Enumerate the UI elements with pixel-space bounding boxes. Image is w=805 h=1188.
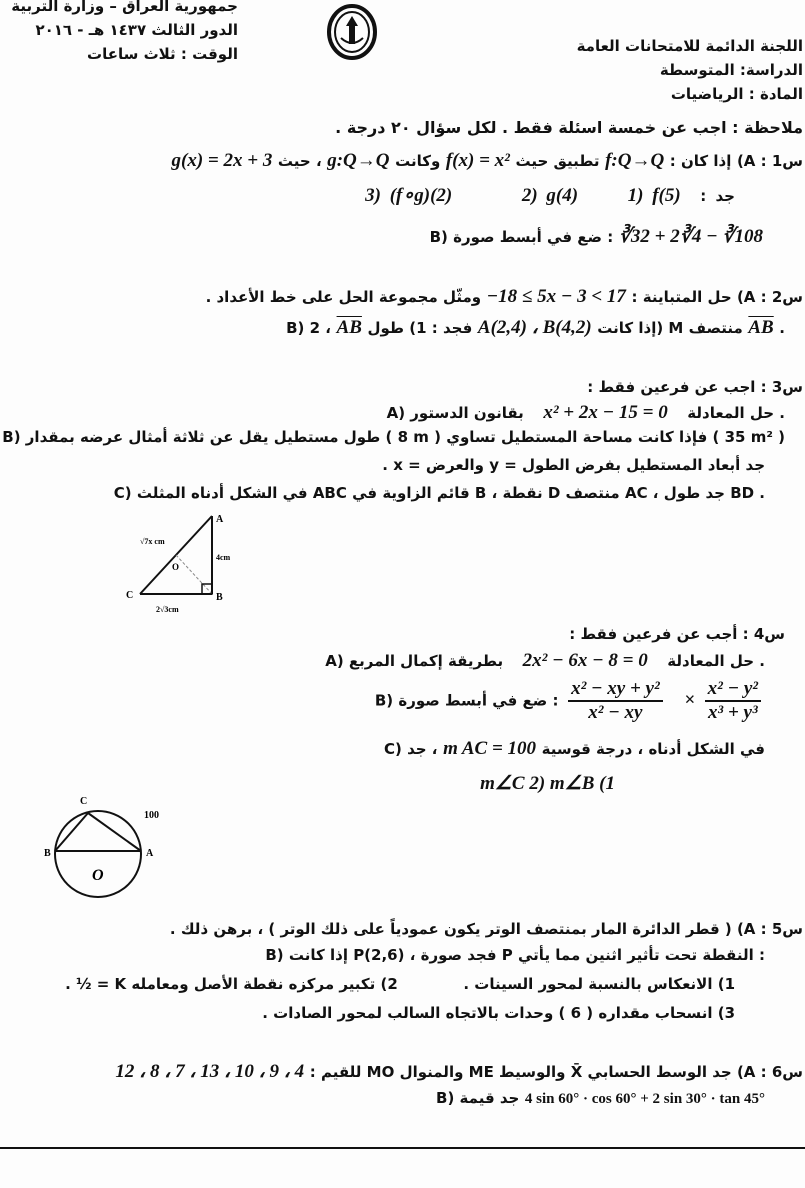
q2-a-line: س2 : A) حل المتباينة : −18 ≤ 5x − 3 < 17 ومثّل مجموعة الحل على خط الأعداد . (205, 286, 803, 307)
q4-header: س4 : أجب عن فرعين فقط : (569, 625, 785, 643)
svg-text:A: A (146, 848, 154, 859)
q1-find-parts: جد : 1) f(5) 2) g(4) 3) (f∘g)(2) (365, 185, 735, 206)
q3-a-line: A) حل المعادلة x² + 2x − 15 = 0 بقانون الدستور . (386, 402, 785, 423)
q1-a-line: س1 : A) إذا كان : f:Q→Q تطبيق حيث f(x) = x² وكانت g:Q→Q ، حيث g(x) = 2x + 3 (171, 150, 803, 171)
q4-c-parts: 1) m∠C 2) m∠B (480, 773, 615, 794)
svg-text:B: B (216, 592, 223, 603)
emblem-icon (327, 4, 377, 60)
fraction-2: $\frac{\text{x² − xy + y²}}{\text{x² − xy}}$ (568, 678, 663, 724)
q5-b3: 3) انسحاب مقداره ( 6 ) وحدات بالاتجاه السالب لمحور الصادات . (262, 1004, 735, 1022)
svg-text:2√3cm: 2√3cm (156, 605, 179, 614)
q2-b-line: B) إذا كانت A(2,4) ، B(4,2) فجد : 1) طول $\overline{AB}$ ، 2) M منتصف $\overline{AB}$ . (286, 317, 785, 338)
svg-text:√7x cm: √7x cm (140, 537, 165, 546)
svg-text:O: O (172, 562, 180, 572)
fraction-1: $\frac{\text{x² − y²}}{\text{x³ + y³}}$ (705, 678, 761, 724)
header-left (8, 0, 238, 66)
header-level: الدراسة: المتوسطة (659, 61, 803, 79)
q4-circle-figure (40, 796, 180, 906)
header-duration: الوقت : ثلاث ساعات (87, 45, 238, 63)
q6-a-line: س6 : A) جد الوسط الحسابي X̄ والوسيط ME والمنوال MO للقيم : 12 ، 8 ، 7 ، 13 ، 10 ، 9 ، 4 (115, 1061, 803, 1082)
header-session: الدور الثالث ١٤٣٧ هـ - ٢٠١٦ (35, 21, 238, 39)
q3-triangle-figure (120, 508, 260, 618)
svg-text:A: A (216, 514, 224, 525)
svg-text:4cm: 4cm (216, 553, 231, 562)
header-right (563, 34, 803, 106)
q1-b-line: B) ضع في أبسط صورة : ∛32 + 2∛4 − ∛108 (429, 226, 763, 247)
header-committee: اللجنة الدائمة للامتحانات العامة (576, 37, 803, 55)
header-subject: المادة : الرياضيات (670, 85, 803, 103)
svg-text:C: C (80, 796, 88, 807)
bottom-rule (0, 1147, 805, 1149)
q4-c-line: C) في الشكل أدناه ، درجة قوسية m AC = 100 ، جد (383, 738, 765, 759)
header-country: جمهورية العراق – وزارة التربية (11, 0, 238, 15)
svg-text:O: O (92, 867, 104, 884)
q5-b-line: B) إذا كانت P(2,6) ، فجد صورة P النقطة تحت تأثير اثنين مما يأتي : (265, 946, 765, 964)
svg-text:100: 100 (144, 810, 159, 821)
q6-b-line: B) جد قيمة 4 sin 60° · cos 60° + 2 sin 30° · tan 45° (436, 1089, 765, 1107)
q5-b-options-row: 1) الانعكاس بالنسبة لمحور السينات . 2) تكبير مركزه نقطة الأصل ومعامله K = ½ . (65, 975, 735, 993)
q5-a-line: س5 : A) ( قطر الدائرة المار بمنتصف الوتر يكون عمودياً على ذلك الوتر ) ، برهن ذلك . (169, 920, 803, 938)
q3-c-line: C) في الشكل أدناه المثلث ABC قائم الزاوية في B ، نقطة D منتصف AC ، جد طول BD . (113, 484, 765, 502)
q4-a-line: A) حل المعادلة 2x² − 6x − 8 = 0 بطريقة إكمال المربع . (325, 650, 765, 671)
q4-b-line: B) ضع في أبسط صورة : $\frac{\text{x² − xy + y²}}{\text{x² − xy}}$ × $\frac{\text{x² − y²}}{\text{x³ + y³}}$ (375, 678, 765, 724)
q3-b-line2: جد أبعاد المستطيل بفرض الطول = y والعرض = x . (382, 456, 765, 474)
svg-text:B: B (44, 848, 51, 859)
svg-text:C: C (126, 590, 134, 601)
q3-b-line1: B) طول مستطيل يقل عن ثلاثة أمثال عرضه بمقدار ( 8 m ) فإذا كانت مساحة المستطيل تساوي ( 35 m² ) (2, 428, 785, 446)
q3-header: س3 : اجب عن فرعين فقط : (587, 378, 803, 396)
exam-note: ملاحظة : اجب عن خمسة اسئلة فقط . لكل سؤال ٢٠ درجة . (335, 118, 803, 137)
